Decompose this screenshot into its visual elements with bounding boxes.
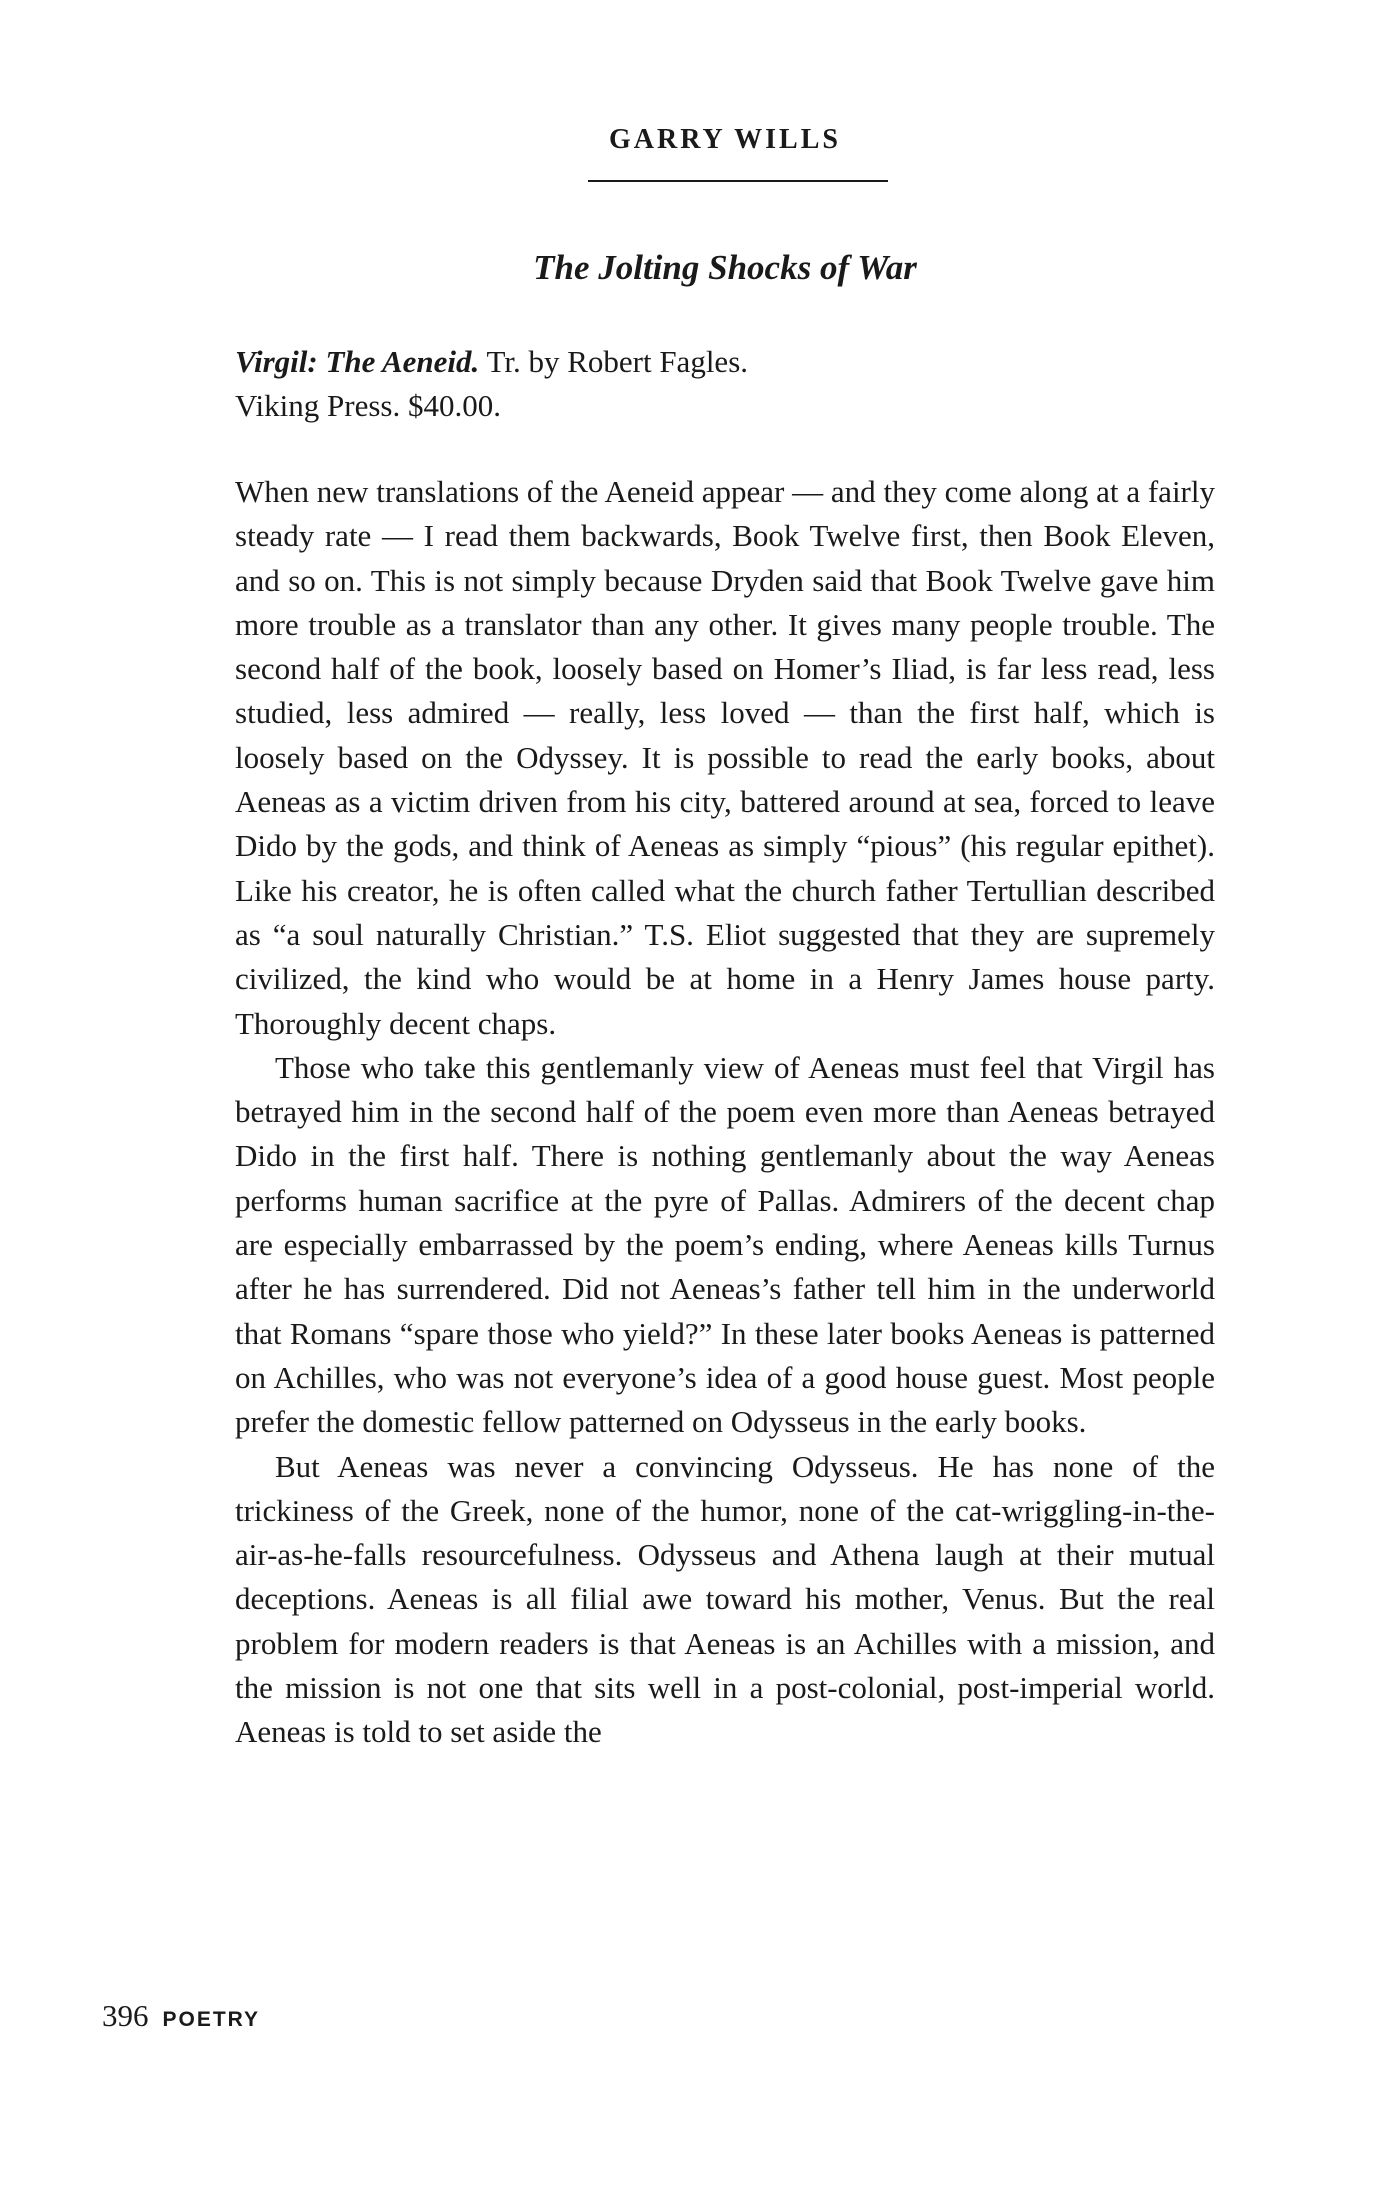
book-author-title: Virgil: The Aeneid.: [235, 344, 480, 379]
journal-name: POETRY: [162, 2008, 261, 2031]
book-translator: Tr. by Robert Fagles.: [486, 344, 749, 379]
paragraph: But Aeneas was never a convincing Odysseus. He has none of the trickiness of the Greek, none of the humor, none of the cat-wriggling-in-the-air-as-he-falls resourcefulness. Odysseus and Athena laugh at their mutual deceptions. Aeneas is all filial awe toward his mother, Venus. But the real problem for modern readers is that Aeneas is an Achilles with a mission, and the mission is not one that sits well in a post-colonial, post-imperial world. Aeneas is told to set aside the: [235, 1448, 1215, 1750]
paragraph: When new translations of the Aeneid appear — and they come along at a fairly steady rate — I read them backwards, Book Twelve first, then Book Eleven, and so on. This is not simply because Dryden said that Book Twelve gave him more trouble as a translator than any other. It gives many people trouble. The second half of the book, loosely based on Homer’s Iliad, is far less read, less studied, less admired — really, less loved — than the first half, which is loosely based on the Odyssey. It is possible to read the early books, about Aeneas as a victim driven from his city, battered around at sea, forced to leave Dido by the gods, and think of Aeneas as simply “pious” (his regular epithet). Like his creator, he is often called what the church father Tertullian described as “a soul naturally Christian.” T.S. Eliot suggested that they are supremely civilized, the kind who would be at home in a Henry James house party. Thoroughly decent chaps.: [235, 474, 1215, 1041]
article-body: [235, 470, 1215, 1755]
paragraph: Those who take this gentlemanly view of Aeneas must feel that Virgil has betrayed him in the second half of the poem even more than Aeneas betrayed Dido in the first half. There is nothing gentlemanly about the way Aeneas performs human sacrifice at the pyre of Pallas. Admirers of the decent chap are especially embarrassed by the poem’s ending, where Aeneas kills Turnus after he has surrendered. Did not Aeneas’s father tell him in the underworld that Romans “spare those who yield?” In these later books Aeneas is patterned on Achilles, who was not everyone’s idea of a good house guest. Most people prefer the domestic fellow patterned on Odysseus in the early books.: [235, 1049, 1215, 1440]
running-head-author: GARRY WILLS: [609, 124, 841, 155]
book-publisher-price: Viking Press. $40.00.: [235, 388, 501, 423]
book-citation-line-1: [235, 340, 1215, 384]
page-number: 396: [102, 1998, 149, 2033]
header-rule: [588, 180, 888, 182]
article-title: The Jolting Shocks of War: [533, 248, 917, 287]
page-footer: [102, 1998, 260, 2034]
book-citation: [235, 340, 1215, 428]
